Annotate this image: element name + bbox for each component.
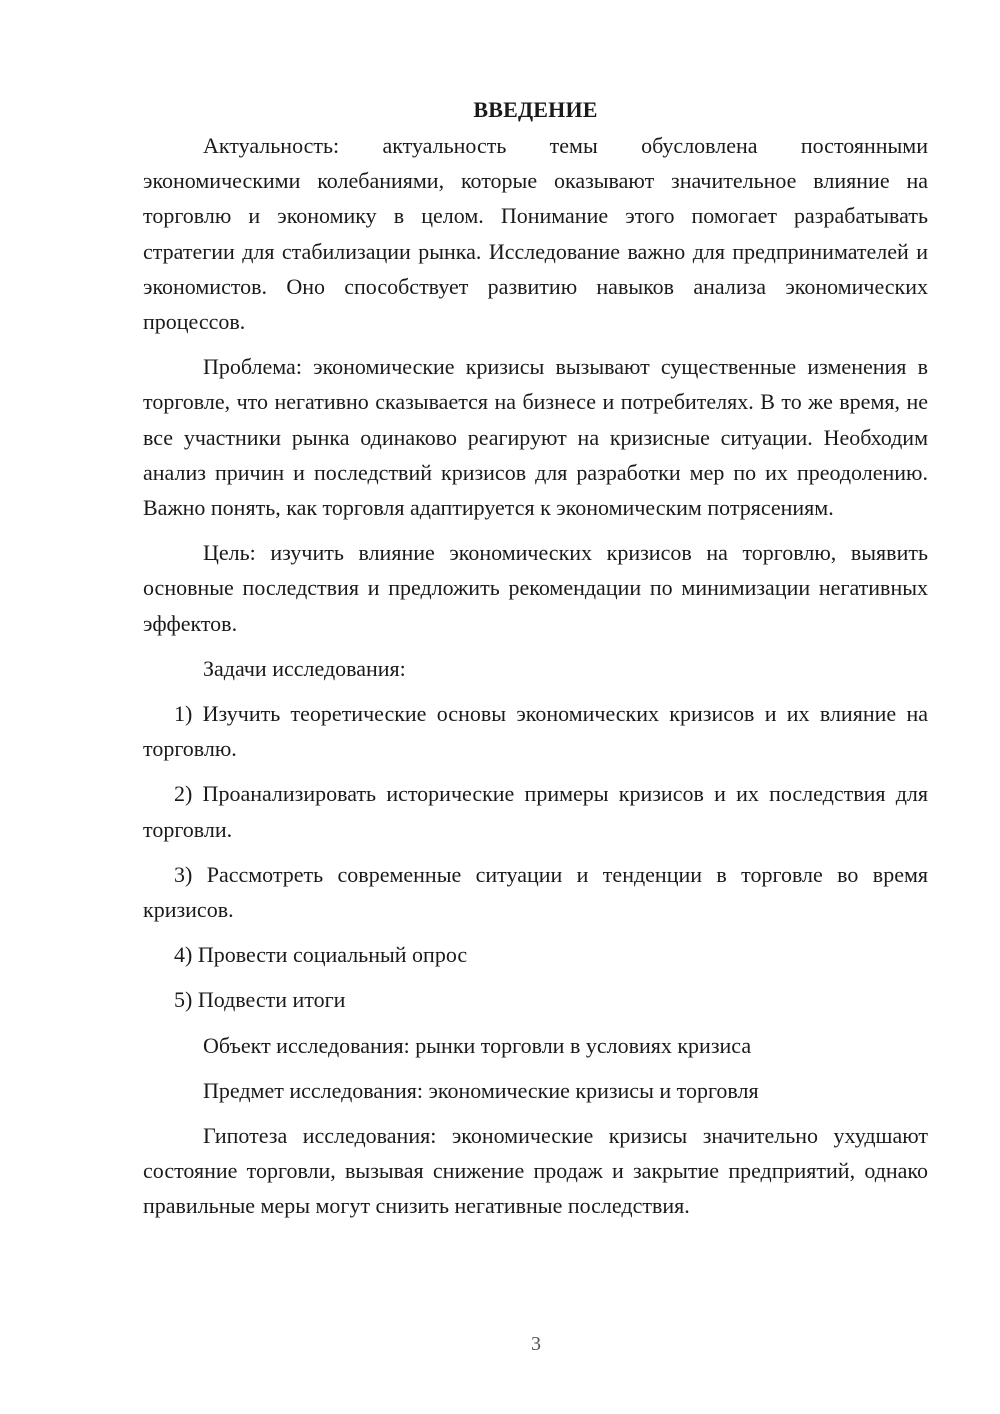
paragraph-goal: Цель: изучить влияние экономических кризисов на торговлю, выявить основные последствия и предложить рекомендации по минимизации негативных эффектов. (143, 540, 928, 636)
page-number: 3 (531, 1333, 541, 1355)
task-item-2: 2) Проанализировать исторические примеры кризисов и их последствия для торговли. (143, 781, 928, 842)
task-item-4: 4) Провести социальный опрос (174, 942, 468, 968)
research-hypothesis: Гипотеза исследования: экономические кризисы значительно ухудшают состояние торговли, вызывая снижение продаж и закрытие предприятий, однако правильные меры могут снизить негативные последствия. (143, 1123, 928, 1219)
paragraph-problem: Проблема: экономические кризисы вызывают существенные изменения в торговле, что негативно сказывается на бизнесе и потребителях. В то же время, не все участники рынка одинаково реагируют на кризисные ситуации. Необходим анализ причин и последствий кризисов для разработки мер по их преодолению. Важно понять, как торговля адаптируется к экономическим потрясениям. (143, 354, 928, 521)
research-object: Объект исследования: рынки торговли в условиях кризиса (203, 1032, 752, 1058)
page-title: ВВЕДЕНИЕ (473, 97, 598, 122)
paragraph-relevance: Актуальность: актуальность темы обусловлена постоянными экономическими колебаниями, которые оказывают значительное влияние на торговлю и экономику в целом. Понимание этого помогает разрабатывать стратегии для стабилизации рынка. Исследование важно для предпринимателей и экономистов. Оно способствует развитию навыков анализа экономических процессов. (143, 133, 928, 335)
document-page (143, 92, 928, 1234)
task-item-5: 5) Подвести итоги (174, 987, 346, 1013)
research-subject: Предмет исследования: экономические кризисы и торговля (203, 1077, 759, 1103)
tasks-title: Задачи исследования: (203, 655, 406, 681)
task-item-3: 3) Рассмотреть современные ситуации и тенденции в торговле во время кризисов. (143, 861, 928, 923)
task-item-1: 1) Изучить теоретические основы экономических кризисов и их влияние на торговлю. (143, 701, 928, 762)
